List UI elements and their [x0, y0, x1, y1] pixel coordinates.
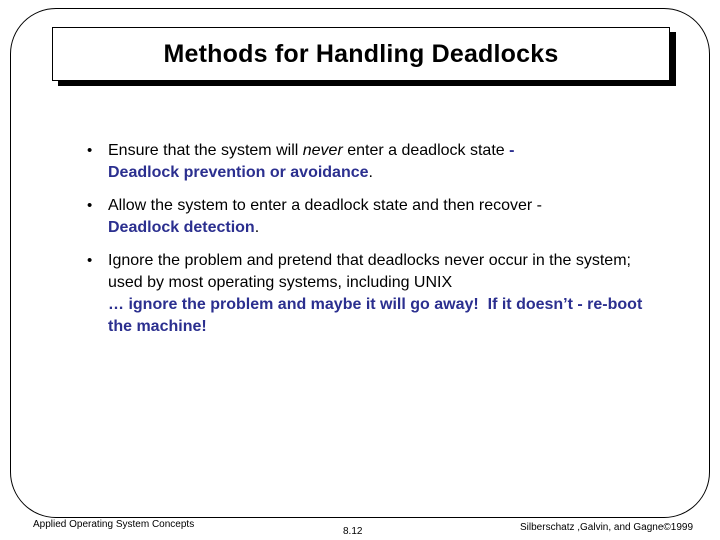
bullet-item-prevention — [87, 140, 647, 184]
slide-title: Methods for Handling Deadlocks — [163, 39, 559, 68]
highlight-text: Deadlock detection — [108, 219, 255, 236]
bullet-list — [87, 140, 647, 338]
bullet-text: Ignore the problem and pretend that deadlocks never occur in the system; used by most operating systems, including UNIX — [108, 252, 631, 291]
footer-course: Applied Operating System Concepts — [33, 519, 195, 530]
bullet-tail: . — [254, 219, 260, 236]
bullet-item-detection — [87, 195, 647, 239]
footer-copyright: Silberschatz ,Galvin, and Gagne©1999 — [520, 522, 694, 533]
bullet-dot-icon: • — [87, 142, 93, 159]
bullet-tail: . — [368, 164, 373, 181]
highlight-text: If it doesn’t - re-boot the machine! — [108, 296, 643, 335]
bullet-text: enter a deadlock state — [342, 142, 510, 159]
bullet-dot-icon: • — [87, 252, 93, 269]
highlight-text: Deadlock prevention or avoidance — [108, 164, 369, 181]
emphasis-text: never — [302, 142, 343, 159]
title-box — [52, 27, 670, 81]
dash-text: - — [509, 142, 515, 159]
footer-page-number: 8.12 — [343, 526, 363, 537]
highlight-text: … ignore the problem and maybe it will go away! — [108, 296, 479, 313]
bullet-text: Ensure that the system will — [108, 142, 303, 159]
bullet-dot-icon: • — [87, 197, 93, 214]
bullet-text: Allow the system to enter a deadlock state and then recover - — [108, 197, 543, 214]
bullet-item-ignore — [87, 250, 647, 338]
